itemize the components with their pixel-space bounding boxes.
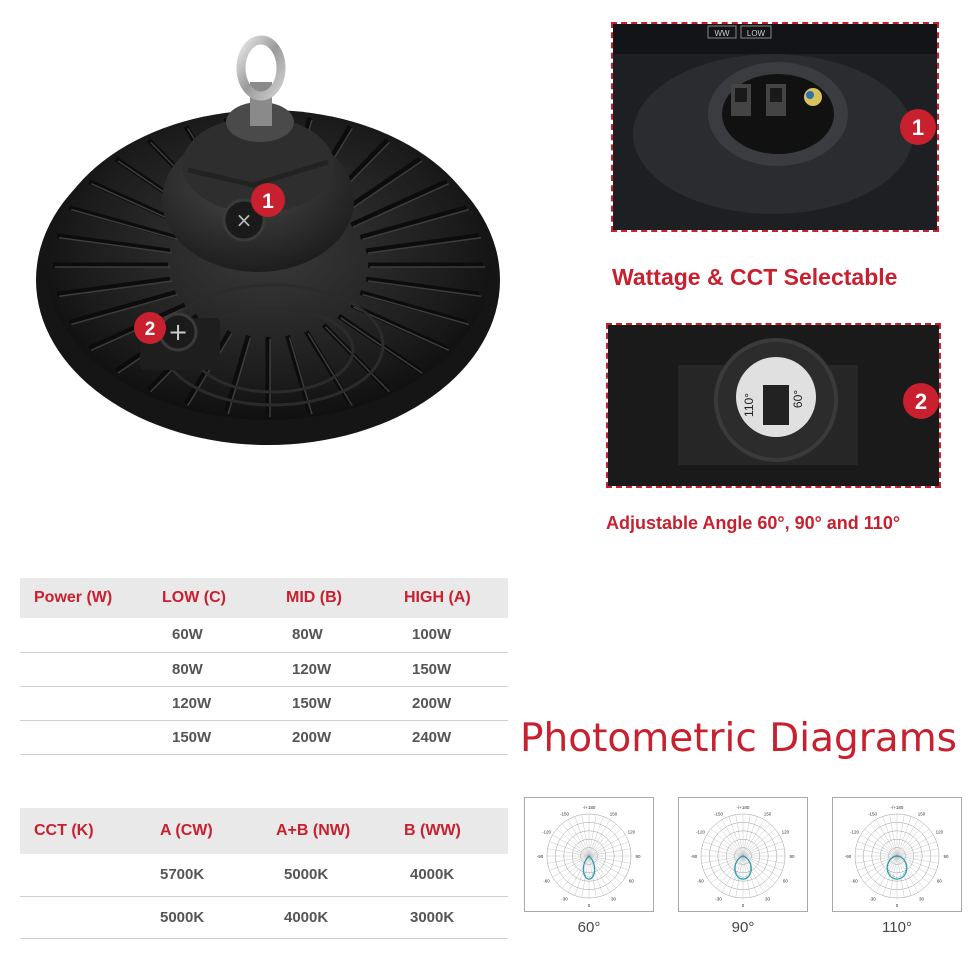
polar-diagram-90 — [678, 797, 808, 912]
svg-text:LOW: LOW — [746, 29, 766, 38]
cct-header-cell: B (WW) — [386, 808, 508, 854]
table-cell: 200W — [386, 686, 508, 720]
power-table — [20, 578, 508, 755]
table-cell — [20, 686, 142, 720]
table-row — [20, 720, 508, 754]
polar-axis-label: -/+180 — [890, 805, 904, 810]
diagram-label-60: 60° — [577, 919, 601, 936]
svg-text:2: 2 — [914, 389, 928, 414]
polar-axis-label: 60 — [628, 878, 634, 884]
power-header-cell: MID (B) — [266, 578, 386, 618]
table-row — [20, 652, 508, 686]
polar-axis-label: -60 — [697, 878, 704, 884]
svg-text:WW: WW — [714, 29, 730, 38]
polar-diagram-60 — [524, 797, 654, 912]
polar-axis-label: 60 — [782, 878, 788, 884]
polar-axis-label: -150 — [713, 811, 724, 817]
table-cell: 80W — [266, 618, 386, 652]
polar-axis-label: 120 — [627, 829, 636, 835]
polar-axis-label: -90 — [844, 854, 852, 859]
polar-axis-label: 0 — [895, 903, 899, 908]
polar-axis-label: 30 — [918, 896, 925, 902]
table-cell — [20, 720, 142, 754]
callout-badge-1 — [251, 183, 285, 217]
table-cell: 150W — [142, 720, 266, 754]
detail-photo-angle — [606, 323, 941, 488]
svg-text:2: 2 — [144, 319, 156, 340]
cct-table — [20, 808, 508, 939]
table-cell: 200W — [266, 720, 386, 754]
polar-axis-label: 30 — [610, 896, 617, 902]
table-cell — [20, 896, 142, 938]
svg-text:+: + — [167, 318, 189, 346]
table-cell: 60W — [142, 618, 266, 652]
polar-axis-label: 30 — [764, 896, 771, 902]
table-cell — [20, 854, 142, 896]
polar-axis-label: -/+180 — [582, 805, 596, 810]
table-cell: 80W — [142, 652, 266, 686]
svg-text:1: 1 — [911, 115, 925, 140]
polar-axis-label: -30 — [715, 896, 722, 902]
polar-axis-label: -90 — [536, 854, 544, 859]
polar-axis-label: -120 — [850, 829, 860, 835]
svg-text:60°: 60° — [791, 389, 805, 409]
polar-axis-label: 90 — [943, 854, 949, 859]
polar-axis-label: -120 — [542, 829, 552, 835]
table-cell: 3000K — [386, 896, 508, 938]
table-cell: 5000K — [142, 896, 266, 938]
svg-text:1: 1 — [262, 190, 274, 213]
polar-axis-label: -150 — [559, 811, 570, 817]
svg-text:110°: 110° — [742, 393, 756, 417]
table-cell: 150W — [386, 652, 508, 686]
polar-axis-label: -120 — [696, 829, 706, 835]
product-image — [28, 30, 508, 450]
polar-axis-label: 90 — [635, 854, 641, 859]
svg-text:×: × — [235, 208, 253, 232]
table-cell: 5000K — [266, 854, 386, 896]
power-header-cell: HIGH (A) — [386, 578, 508, 618]
table-row — [20, 896, 508, 938]
polar-axis-label: 150 — [917, 811, 926, 817]
cct-table-header — [20, 808, 508, 854]
power-table-header — [20, 578, 508, 618]
detail-photo-switch — [611, 22, 939, 232]
table-row — [20, 854, 508, 896]
table-cell: 100W — [386, 618, 508, 652]
power-header-cell: Power (W) — [20, 578, 142, 618]
polar-axis-label: 60 — [936, 878, 942, 884]
table-cell — [20, 618, 142, 652]
polar-axis-label: 120 — [935, 829, 944, 835]
table-row — [20, 618, 508, 652]
polar-axis-label: -90 — [690, 854, 698, 859]
diagram-label-110: 110° — [882, 919, 912, 936]
table-cell: 5700K — [142, 854, 266, 896]
table-cell: 240W — [386, 720, 508, 754]
cct-header-cell: A (CW) — [142, 808, 266, 854]
cct-header-cell: CCT (K) — [20, 808, 142, 854]
table-row — [20, 686, 508, 720]
polar-axis-label: -150 — [867, 811, 878, 817]
cct-header-cell: A+B (NW) — [266, 808, 386, 854]
table-cell: 120W — [142, 686, 266, 720]
table-cell: 4000K — [266, 896, 386, 938]
wattage-cct-caption: Wattage & CCT Selectable — [612, 264, 898, 290]
table-cell: 120W — [266, 652, 386, 686]
polar-diagram-110 — [832, 797, 962, 912]
table-cell: 150W — [266, 686, 386, 720]
polar-axis-label: -30 — [561, 896, 568, 902]
polar-axis-label: 120 — [781, 829, 790, 835]
polar-axis-label: -60 — [851, 878, 858, 884]
diagram-label-90: 90° — [731, 919, 755, 936]
polar-axis-label: -60 — [543, 878, 550, 884]
polar-axis-label: 0 — [741, 903, 745, 908]
photometric-title: Photometric Diagrams — [520, 716, 957, 761]
callout-badge-2 — [134, 312, 166, 344]
polar-axis-label: 0 — [587, 903, 591, 908]
table-cell: 4000K — [386, 854, 508, 896]
polar-axis-label: 150 — [763, 811, 772, 817]
polar-axis-label: -30 — [869, 896, 876, 902]
table-cell — [20, 652, 142, 686]
polar-axis-label: -/+180 — [736, 805, 750, 810]
power-header-cell: LOW (C) — [142, 578, 266, 618]
polar-axis-label: 90 — [789, 854, 795, 859]
polar-axis-label: 150 — [609, 811, 618, 817]
adjustable-angle-caption: Adjustable Angle 60°, 90° and 110° — [606, 513, 901, 533]
